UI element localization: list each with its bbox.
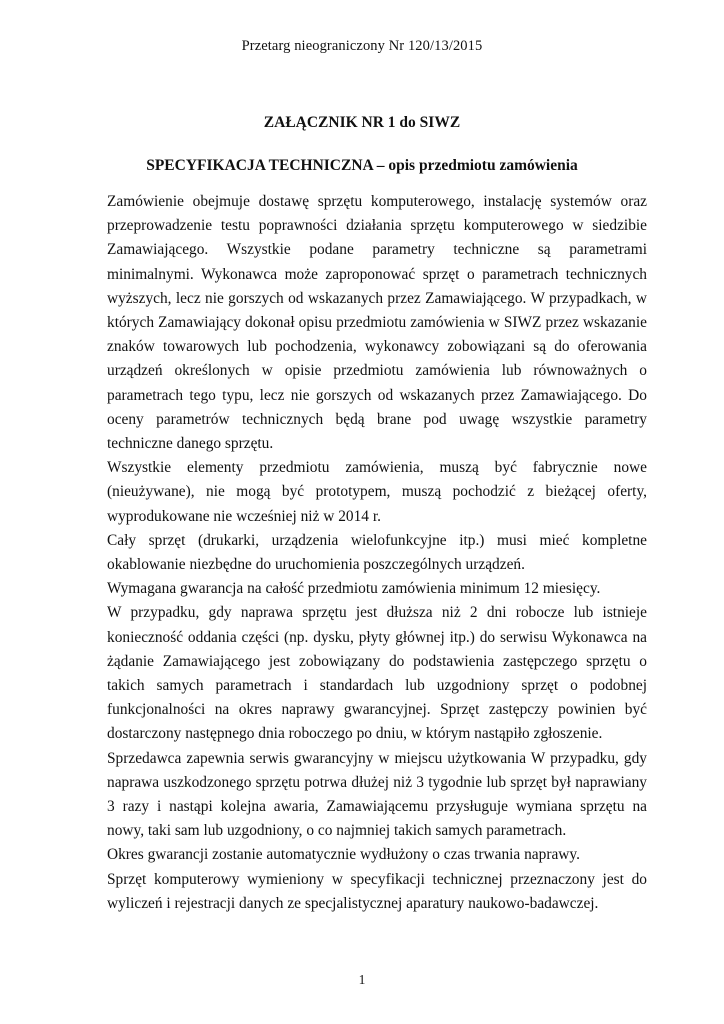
paragraph-cabling: Cały sprzęt (drukarki, urządzenia wielofunkcyjne itp.) musi mieć kompletne okablowanie niezbędne do uruchomienia poszczególnych urządzeń. (107, 531, 647, 574)
paragraph-warranty-extension: Okres gwarancji zostanie automatycznie wydłużony o czas trwania naprawy. (107, 846, 580, 864)
annex-title: ZAŁĄCZNIK NR 1 do SIWZ (263, 114, 461, 131)
paragraph-scope: Zamówienie obejmuje dostawę sprzętu komputerowego, instalację systemów oraz przeprowadzenie testu poprawności działania sprzętu komputerowego w siedzibie Zamawiającego. Wszystkie podane parametry techniczne są parametrami minimalnymi. Wykonawca może zaproponować sprzęt o parametrach technicznych wyższych, lecz nie gorszych od wskazanych przez Zamawiającego. W przypadkach, w których Zamawiający dokonał opisu przedmiotu zamówienia w SIWZ przez wskazanie znaków towarowych lub pochodzenia, wykonawcy zobowiązani są do oferowania urządzeń określonych w opisie przedmiotu zamówienia lub równoważnych o parametrach tego typu, lecz nie gorszych od wskazanych przez Zamawiającego. Do oceny parametrów technicznych będą brane pod uwagę wszystkie parametry techniczne danego sprzętu. (107, 193, 647, 453)
paragraph-warranty-service: Sprzedawca zapewnia serwis gwarancyjny w miejscu użytkowania W przypadku, gdy naprawa uszkodzonego sprzętu potrwa dłużej niż 3 tygodnie lub sprzęt był naprawiany 3 razy i nastąpi kolejna awaria, Zamawiającemu przysługuje wymiana sprzętu na nowy, taki sam lub uzgodniony, o co najmniej takich samych parametrach. (107, 749, 647, 840)
tender-reference-header: Przetarg nieograniczony Nr 120/13/2015 (241, 38, 483, 54)
document-body (107, 190, 647, 916)
paragraph-new-equipment: Wszystkie elementy przedmiotu zamówienia, muszą być fabrycznie nowe (nieużywane), nie mogą być prototypem, muszą pochodzić z bieżącej oferty, wyprodukowane nie wcześniej niż w 2014 r. (107, 459, 647, 525)
page-number: 1 (358, 972, 366, 987)
paragraph-replacement-equipment: W przypadku, gdy naprawa sprzętu jest dłuższa niż 2 dni robocze lub istnieje konieczność oddania części (np. dysku, płyty głównej itp.) do serwisu Wykonawca na żądanie Zamawiającego jest zobowiązany do podstawienia zastępczego sprzętu o takich samych parametrach i standardach lub uzgodniony sprzęt o podobnej funkcjonalności na okres naprawy gwarancyjnej. Sprzęt zastępczy powinien być dostarczony następnego dnia roboczego po dniu, w którym nastąpiło zgłoszenie. (107, 604, 647, 743)
paragraph-equipment-purpose: Sprzęt komputerowy wymieniony w specyfikacji technicznej przeznaczony jest do wyliczeń i rejestracji danych ze specjalistycznej aparatury naukowo-badawczej. (107, 870, 647, 912)
specification-title: SPECYFIKACJA TECHNICZNA – opis przedmiotu zamówienia (146, 157, 578, 174)
paragraph-warranty-period: Wymagana gwarancja na całość przedmiotu zamówienia minimum 12 miesięcy. (107, 580, 601, 598)
